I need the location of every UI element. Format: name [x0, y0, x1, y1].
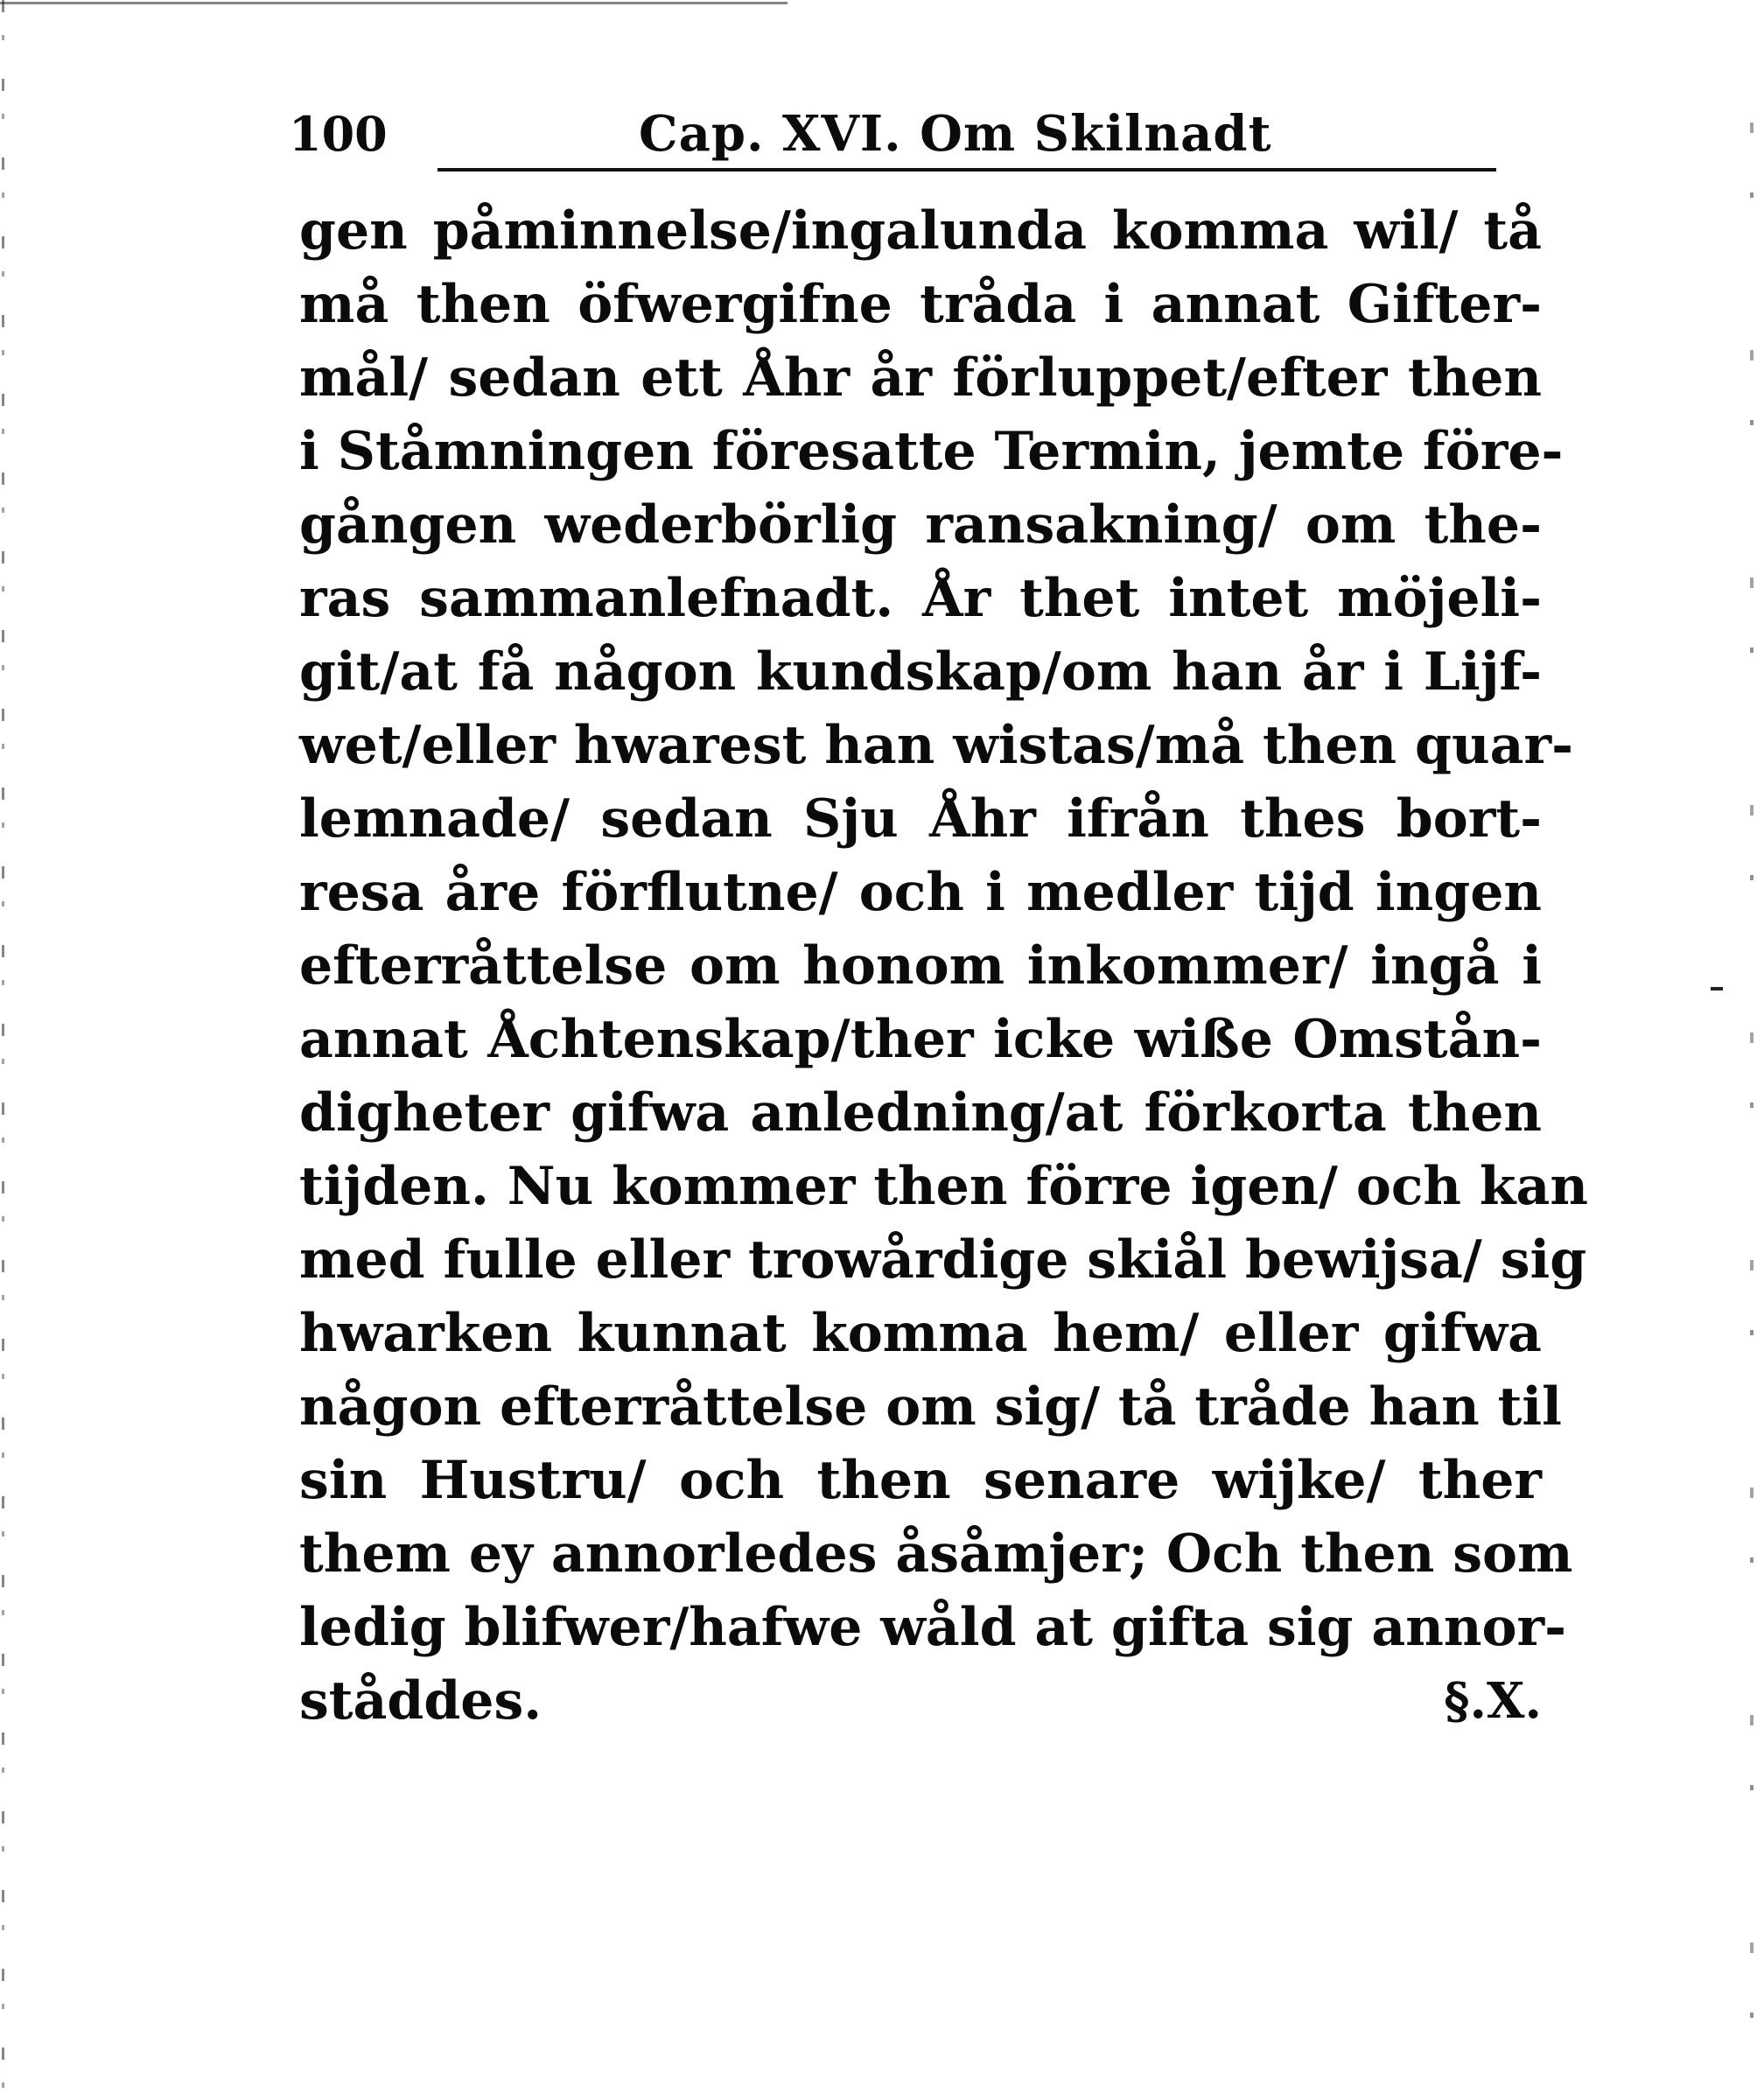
text-line: med fulle eller trowårdige skiål bewijsa/ sig [299, 1229, 1587, 1291]
text-line: efterråttelse om honom inkommer/ ingå i [299, 935, 1542, 997]
running-head: Cap. XVI. Om Skilnadt [639, 105, 1272, 163]
text-line: i Ståmningen föresatte Termin, jemte före- [299, 421, 1564, 482]
text-line: ledig blifwer/hafwe wåld at gifta sig annor- [299, 1597, 1567, 1658]
page-header [289, 94, 1531, 173]
text-line: lemnade/ sedan Sju Åhr ifrån thes bort- [299, 788, 1542, 850]
scan-speck [1711, 987, 1723, 990]
text-line: git/at få någon kundskap/om han år i Lijf- [299, 641, 1542, 703]
scan-edge-top [0, 2, 788, 4]
text-line: ras sammanlefnadt. År thet intet möjeli- [299, 568, 1542, 629]
scan-edge-left [2, 0, 4, 2100]
page-number: 100 [289, 106, 388, 162]
body-text [299, 194, 1588, 1738]
text-line: wet/eller hwarest han wistas/må then quar- [299, 715, 1573, 776]
header-rule [438, 168, 1496, 172]
last-line-text: ståddes. [299, 1670, 542, 1732]
text-line: resa åre förflutne/ och i medler tijd ingen [299, 862, 1542, 923]
text-line: någon efterråttelse om sig/ tå tråde han til [299, 1376, 1562, 1438]
scan-edge-right [1750, 70, 1754, 2039]
text-line: sin Hustru/ och then senare wijke/ ther [299, 1450, 1542, 1511]
text-line: hwarken kunnat komma hem/ eller gifwa [299, 1303, 1542, 1364]
text-line: gången wederbörlig ransakning/ om the- [299, 494, 1542, 556]
text-line: mål/ sedan ett Åhr år förluppet/efter then [299, 347, 1542, 409]
catchword: §.X. [1444, 1672, 1542, 1730]
text-line: må then öfwergifne tråda i annat Gifter- [299, 274, 1542, 335]
text-line: tijden. Nu kommer then förre igen/ och kan [299, 1156, 1588, 1217]
text-line: gen påminnelse/ingalunda komma wil/ tå [299, 200, 1542, 262]
text-line: them ey annorledes åsåmjer; Och then som [299, 1523, 1573, 1585]
text-line: annat Åchtenskap/ther icke wiße Omstån- [299, 1009, 1542, 1070]
text-line: digheter gifwa anledning/at förkorta then [299, 1082, 1542, 1144]
text-line-last [299, 1664, 1542, 1738]
